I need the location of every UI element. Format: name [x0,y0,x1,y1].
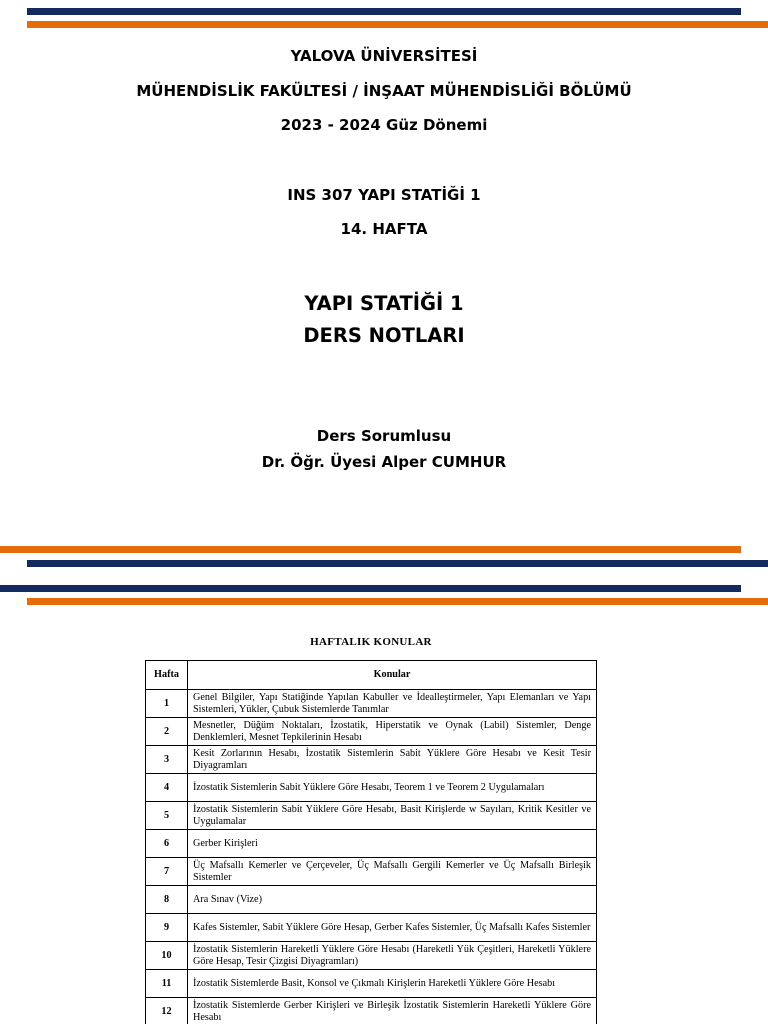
week-topic: İzostatik Sistemlerde Basit, Konsol ve Çıkmalı Kirişlerin Hareketli Yüklere Göre Hesabı [188,970,597,998]
week-number: 8 [146,886,188,914]
week-number: 3 [146,746,188,774]
week-number: 12 [146,998,188,1024]
week-topic: Kafes Sistemler, Sabit Yüklere Göre Hesap, Gerber Kafes Sistemler, Üç Mafsallı Kafes Sistemler [188,914,597,942]
weekly-topics-page [0,606,768,1024]
table-row [146,802,597,830]
faculty-name: MÜHENDİSLİK FAKÜLTESİ / İNŞAAT MÜHENDİSLİĞİ BÖLÜMÜ [136,82,632,100]
slide-title-line1: YAPI STATİĞİ 1 [304,292,464,315]
instructor-name: Dr. Öğr. Üyesi Alper CUMHUR [261,453,507,471]
week-topic: Mesnetler, Düğüm Noktaları, İzostatik, Hiperstatik ve Oynak (Labil) Sistemler, Denge Denklemleri, Mesnet Tepkilerinin Hesabı [188,718,597,746]
course-code: INS 307 YAPI STATİĞİ 1 [287,186,481,204]
week-topic: İzostatik Sistemlerin Hareketli Yüklere Göre Hesabı (Hareketli Yük Çeşitleri, Hareketli Yüklere Göre Hesap, Tesir Çizgisi Diyagramları) [188,942,597,970]
slide-title-line2: DERS NOTLARI [303,324,465,347]
week-topic: İzostatik Sistemlerin Sabit Yüklere Göre Hesabı, Basit Kirişlerde w Sayıları, Kritik Kesitler ve Uygulamalar [188,802,597,830]
table-row [146,914,597,942]
table-row [146,746,597,774]
slide2-top-orange-bar [27,598,768,605]
week-label: 14. HAFTA [340,220,428,238]
week-topic: Gerber Kirişleri [188,830,597,858]
week-topic: Üç Mafsallı Kemerler ve Çerçeveler, Üç Mafsallı Gergili Kemerler ve Üç Mafsallı Birleşik Sistemler [188,858,597,886]
table-row [146,998,597,1024]
term: 2023 - 2024 Güz Dönemi [280,116,488,134]
week-number: 4 [146,774,188,802]
header-topics: Konular [188,661,597,690]
week-topic: İzostatik Sistemlerin Sabit Yüklere Göre Hesabı, Teorem 1 ve Teorem 2 Uygulamaları [188,774,597,802]
table-row [146,718,597,746]
week-topic: Kesit Zorlarının Hesabı, İzostatik Sistemlerin Sabit Yüklere Göre Hesabı ve Kesit Tesir Diyagramları [188,746,597,774]
bottom-navy-bar [27,560,768,567]
table-row [146,942,597,970]
table-row [146,858,597,886]
table-body [146,690,597,1024]
table-header-row [146,661,597,690]
table-row [146,690,597,718]
table-row [146,970,597,998]
table-row [146,774,597,802]
top-orange-bar [27,21,768,28]
week-topic: İzostatik Sistemlerde Gerber Kirişleri ve Birleşik İzostatik Sistemlerin Hareketli Yüklere Göre Hesabı [188,998,597,1024]
weekly-topics-table [145,660,597,1024]
week-number: 7 [146,858,188,886]
top-navy-bar [27,8,741,15]
week-number: 2 [146,718,188,746]
week-number: 11 [146,970,188,998]
week-number: 1 [146,690,188,718]
header-week: Hafta [146,661,188,690]
slide2-top-navy-bar [0,585,741,592]
week-number: 5 [146,802,188,830]
table-row [146,886,597,914]
week-number: 10 [146,942,188,970]
bottom-orange-bar [0,546,741,553]
table-title: HAFTALIK KONULAR [310,636,432,648]
instructor-label: Ders Sorumlusu [316,427,452,445]
week-number: 6 [146,830,188,858]
university-name: YALOVA ÜNİVERSİTESİ [290,47,478,65]
week-topic: Ara Sınav (Vize) [188,886,597,914]
table-row [146,830,597,858]
week-topic: Genel Bilgiler, Yapı Statiğinde Yapılan Kabuller ve İdealleştirmeler, Yapı Elemanları ve Yapı Sistemleri, Yükler, Çubuk Sistemlerde Tanımlar [188,690,597,718]
week-number: 9 [146,914,188,942]
